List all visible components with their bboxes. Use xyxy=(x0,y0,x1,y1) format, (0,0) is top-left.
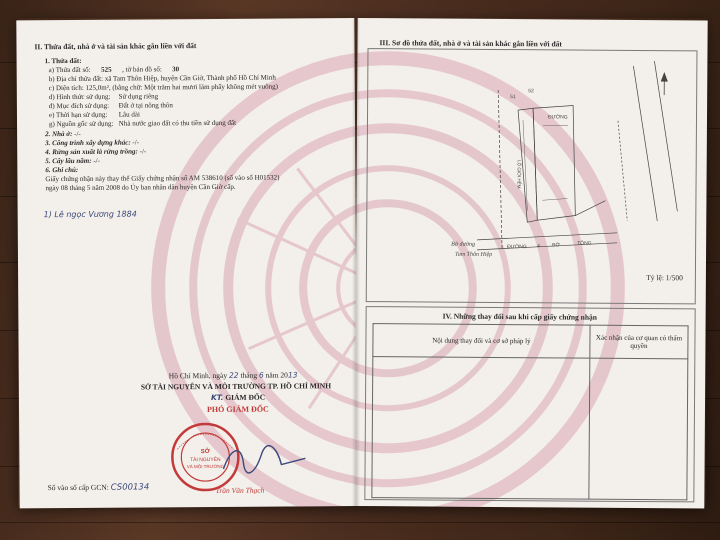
forest-value: -/- xyxy=(139,147,147,156)
right-page xyxy=(354,18,707,508)
usage-origin-row xyxy=(49,119,236,129)
road-label-bottom: ĐƯỜNG xyxy=(507,244,527,251)
changes-frame xyxy=(364,306,695,502)
section-title-ii: II. Thửa đất, nhà ở và tài sản khác gắn liền với đất xyxy=(34,41,197,52)
director-title: GIÁM ĐỐC xyxy=(225,392,266,402)
construction-value: -/- xyxy=(132,138,140,147)
address-label: b) Địa chỉ thửa đất: xyxy=(48,74,104,84)
notes-heading: 6. Ghi chú: xyxy=(45,165,79,175)
vertical-note: LỘ GIỚI HẺM xyxy=(516,160,522,189)
usage-origin-value: Nhà nước giao đất có thu tiền sử dụng đất xyxy=(118,118,237,128)
road-label-top: ĐƯỜNG xyxy=(547,114,568,121)
changes-table xyxy=(371,323,688,500)
section-title-iv: IV. Những thay đổi sau khi cấp giấy chứng nhận xyxy=(442,311,597,322)
house-heading: 2. Nhà ở: xyxy=(45,129,73,139)
road-number: 4 xyxy=(537,243,540,250)
site-map xyxy=(367,49,697,303)
svg-text:VÀ MÔI TRƯỜNG: VÀ MÔI TRƯỜNG xyxy=(186,463,225,470)
signer-name: Trần Văn Thạch xyxy=(215,485,265,495)
east-label: TÔNG xyxy=(577,240,592,247)
deputy-director-title: PHÓ GIÁM ĐỐC xyxy=(206,404,269,415)
notes-line-2: ngày 08 tháng 5 năm 2008 do Ủy ban nhân dân huyện Cần Giờ cấp. xyxy=(45,182,236,193)
forest-heading: 4. Rừng sản xuất là rừng trồng: xyxy=(45,147,138,157)
changes-empty-cell xyxy=(372,357,590,500)
issuing-agency: SỞ TÀI NGUYÊN VÀ MÔI TRƯỜNG TP. HỒ CHÍ MINH xyxy=(140,381,332,392)
bank-label: Bờ đường xyxy=(451,241,475,248)
address-value: xã Tam Thôn Hiệp, huyện Cần Giờ, Thành phố Hồ Chí Minh xyxy=(104,73,276,83)
site-map-frame xyxy=(366,48,698,304)
parcel-number-label: a) Thửa đất số: xyxy=(48,65,91,75)
area-value: 125,0m², (bằng chữ: Một trăm hai mươi lăm phẩy không mét vuông) xyxy=(85,82,279,92)
date-year: 13 xyxy=(287,370,298,380)
svg-text:TÀI NGUYÊN: TÀI NGUYÊN xyxy=(190,456,221,464)
map-sheet-value: 30 xyxy=(172,65,180,74)
usage-purpose-label: đ) Mục đích sử dụng: xyxy=(48,101,110,111)
area-label: c) Diện tích: xyxy=(48,83,84,93)
usage-purpose-row xyxy=(49,101,173,111)
trees-heading: 5. Cây lâu năm: xyxy=(45,156,92,166)
lot-label-b: 52 xyxy=(528,88,534,95)
place-date-line xyxy=(169,370,298,380)
handwritten-note: 1) Lê ngọc Vương 1884 xyxy=(43,209,137,220)
svg-text:SỞ: SỞ xyxy=(200,449,210,456)
house-row xyxy=(45,130,81,139)
date-day: 22 xyxy=(228,370,239,380)
usage-form-label: d) Hình thức sử dụng: xyxy=(48,92,111,102)
usage-term-label: e) Thời hạn sử dụng: xyxy=(48,110,108,120)
registry-label: Số vào sổ cấp GCN: xyxy=(47,482,109,493)
table-row xyxy=(372,357,688,500)
changes-col-content: Nội dung thay đổi và cơ sở pháp lý xyxy=(373,324,590,359)
date-month: 6 xyxy=(258,370,264,380)
usage-origin-label: g) Nguồn gốc sử dụng: xyxy=(49,119,114,129)
trees-value: -/- xyxy=(93,156,100,165)
parcel-heading: 1. Thửa đất: xyxy=(44,56,82,66)
changes-col-confirmation: Xác nhận của cơ quan có thẩm quyền xyxy=(590,325,688,359)
map-scale: Tỷ lệ: 1/500 xyxy=(646,273,683,283)
director-line xyxy=(211,393,265,402)
usage-purpose-value: Đất ở tại nông thôn xyxy=(118,101,173,110)
table-row xyxy=(373,324,688,359)
house-value: -/- xyxy=(74,129,81,138)
registry-value: CS00134 xyxy=(110,482,150,493)
certificate-document xyxy=(18,18,706,506)
usage-term-value: Lâu dài xyxy=(118,110,140,119)
notes-line-1: Giấy chứng nhận này thay thế Giấy chứng nhận số AM 538610 (số vào sổ H01532) xyxy=(45,173,280,184)
lot-label-a: 51 xyxy=(510,94,516,101)
forest-row xyxy=(45,147,146,157)
map-sheet-label: , tờ bản đồ số: xyxy=(122,65,162,74)
kt-mark: KT. xyxy=(210,392,224,403)
construction-heading: 3. Công trình xây dựng khác: xyxy=(45,138,131,148)
year-label: năm 20 xyxy=(265,370,288,380)
handwritten-signature xyxy=(219,438,309,479)
area-row xyxy=(49,83,278,94)
boundary-label: BỜ xyxy=(552,242,560,249)
month-label: tháng xyxy=(240,370,258,380)
section-title-iii: III. Sơ đồ thửa đất, nhà ở và tài sản khác gắn liền với đất xyxy=(379,38,562,49)
usage-form-value: Sử dụng riêng xyxy=(118,92,159,101)
left-page xyxy=(16,18,357,508)
parcel-number-value: 525 xyxy=(101,65,112,74)
page-fold xyxy=(352,18,360,506)
registry-row xyxy=(48,482,150,493)
place-date-prefix: Hồ Chí Minh, ngày xyxy=(168,370,228,381)
changes-empty-cell xyxy=(589,358,688,500)
locality-label: Tam Thôn Hiệp xyxy=(455,251,493,258)
trees-row xyxy=(45,157,100,166)
